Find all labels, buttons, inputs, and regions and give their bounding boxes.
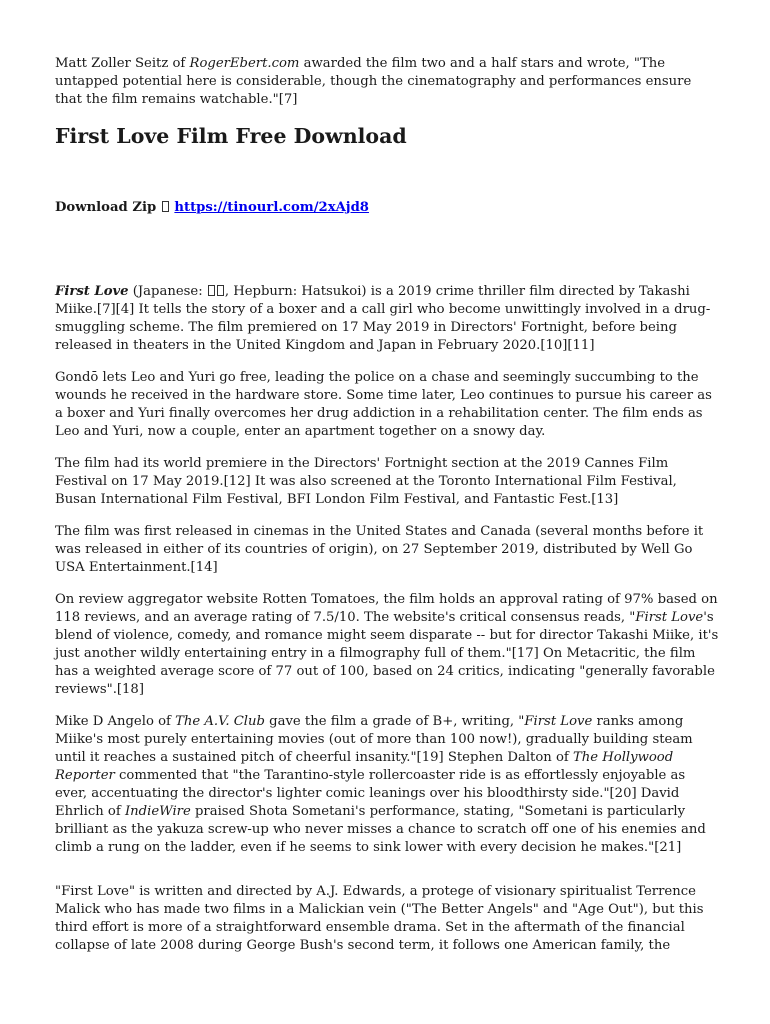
missing-glyph-icon	[208, 285, 215, 296]
intro-site: RogerEbert.com	[189, 56, 300, 71]
p6-emphasis-1: The A.V. Club	[175, 714, 265, 729]
download-link[interactable]: https://tinourl.com/2xAjd8	[174, 200, 369, 215]
p1-text-b: , Hepburn: Hatsukoi) is a 2019 crime thriller film directed by Takashi Miike.[7][4] It tells the story of a boxer and a call girl who become unwittingly involved in a drug-smuggling scheme. The film premiered on 17 May 2019 in Directors' Fortnight, before being released in theaters in the United Kingdom and Japan in February 2020.[10][11]	[55, 284, 711, 353]
download-line	[55, 199, 720, 217]
paragraph-6	[55, 713, 720, 857]
p6-text-c: ranks among Miike's most purely entertaining movies (out of more than 100 now!), gradually building steam until it reaches a sustained pitch of cheerful insanity."[19] Stephen Dalton of	[55, 714, 693, 765]
missing-glyph-icon	[217, 285, 224, 296]
p6-text-d: commented that "the Tarantino-style rollercoaster ride is as effortlessly enjoyable as ever, accentuating the director's lighter comic leanings over his bloodthirsty side."[20] David Ehrlich of	[55, 768, 686, 819]
p6-emphasis-4: IndieWire	[124, 804, 191, 819]
paragraph-1	[55, 283, 720, 355]
p1-text-a: (Japanese:	[128, 284, 207, 299]
spacer	[55, 871, 720, 883]
p5-text-b: 's blend of violence, comedy, and romance might seem disparate -- but for director Takashi Miike, it's just another wildly entertaining entry in a filmography full of them."[17] On Metacritic, the film has a weighted average score of 77 out of 100, based on 24 critics, indicating "generally favorable reviews".[18]	[55, 610, 719, 697]
page-title: First Love Film Free Download	[55, 124, 407, 148]
p6-emphasis-2: First Love	[524, 714, 593, 729]
p6-text-a: Mike D Angelo of	[55, 714, 176, 729]
p5-emphasis: First Love	[635, 610, 704, 625]
film-title-emphasis: First Love	[55, 284, 129, 299]
paragraph-5	[55, 591, 720, 699]
download-label: Download Zip	[55, 200, 157, 215]
paragraph-7: "First Love" is written and directed by A.J. Edwards, a protege of visionary spiritualist Terrence Malick who has made two films in a Malickian vein ("The Better Angels" and "Age Out"), but this third effort is more of a straightforward ensemble drama. Set in the aftermath of the financial collapse of late 2008 during George Bush's second term, it follows one American family, the	[55, 884, 704, 953]
paragraph-2: Gondō lets Leo and Yuri go free, leading the police on a chase and seemingly succumbing to the wounds he received in the hardware store. Some time later, Leo continues to pursue his career as a boxer and Yuri finally overcomes her drug addiction in a rehabilitation center. The film ends as Leo and Yuri, now a couple, enter an apartment together on a snowy day.	[55, 370, 712, 439]
intro-suffix: awarded the film two and a half stars and wrote, "The untapped potential here is considerable, though the cinematography and performances ensure that the film remains watchable."[7]	[55, 56, 692, 107]
intro-paragraph	[55, 55, 720, 109]
p5-text-a: On review aggregator website Rotten Tomatoes, the film holds an approval rating of 97% based on 118 reviews, and an average rating of 7.5/10. The website's critical consensus reads, "	[55, 592, 718, 625]
paragraph-4: The film was first released in cinemas in the United States and Canada (several months before it was released in either of its countries of origin), on 27 September 2019, distributed by Well Go USA Entertainment.[14]	[55, 524, 704, 575]
p6-emphasis-3: The Hollywood Reporter	[55, 750, 674, 783]
p6-text-e: praised Shota Sometani's performance, stating, "Sometani is particularly brilliant as the yakuza screw-up who never misses a chance to scratch off one of his enemies and climb a rung on the ladder, even if he seems to sink lower with every decision he makes."[21]	[55, 804, 706, 855]
p6-text-b: gave the film a grade of B+, writing, "	[264, 714, 525, 729]
missing-glyph-icon	[162, 201, 169, 212]
paragraph-3: The film had its world premiere in the Directors' Fortnight section at the 2019 Cannes Film Festival on 17 May 2019.[12] It was also screened at the Toronto International Film Festival, Busan International Film Festival, BFI London Film Festival, and Fantastic Fest.[13]	[55, 456, 677, 507]
intro-prefix: Matt Zoller Seitz of	[55, 56, 190, 71]
